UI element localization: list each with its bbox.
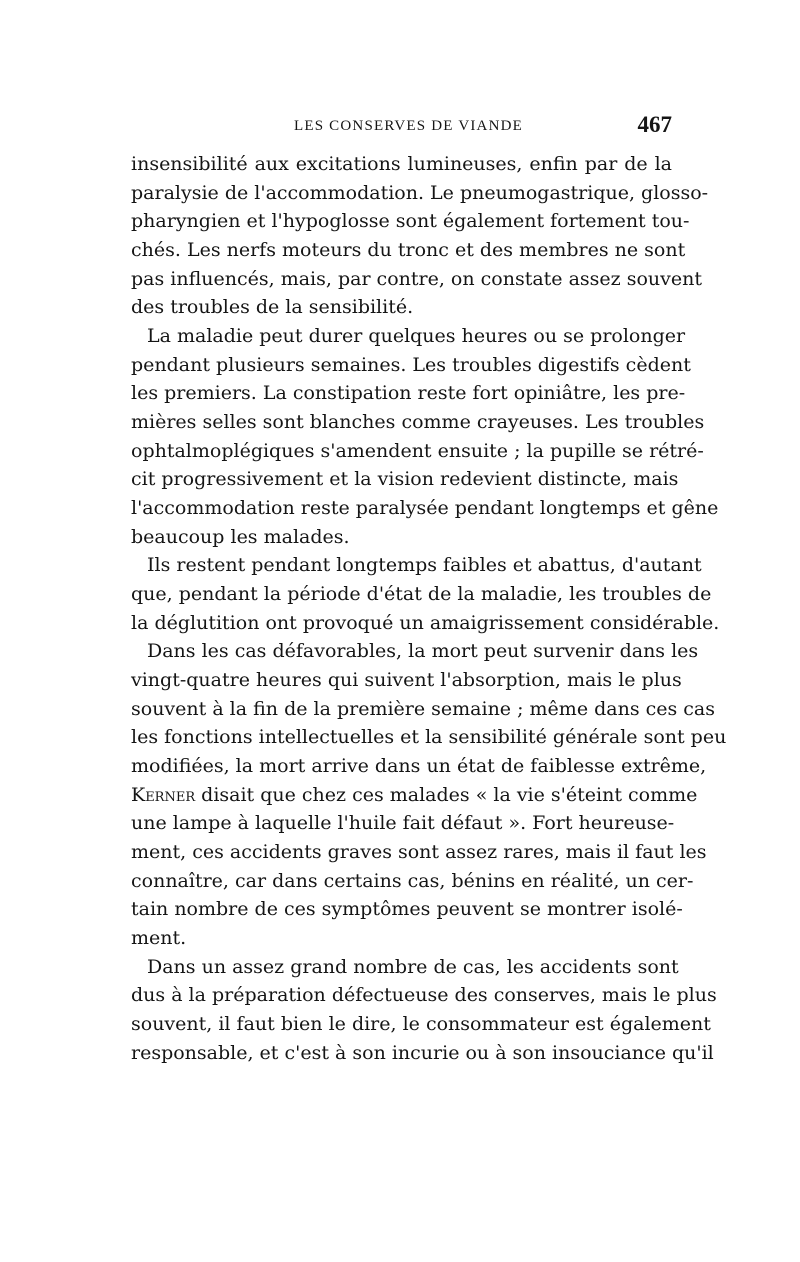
text-line: beaucoup les malades. xyxy=(131,525,350,548)
text-line: une lampe à laquelle l'huile fait défaut ». Fort heureuse- xyxy=(131,812,675,835)
text-line: souvent, il faut bien le dire, le consommateur est également xyxy=(131,1013,711,1036)
page-number: 467 xyxy=(637,112,672,137)
text-line: connaître, car dans certains cas, bénins en réalité, un cer- xyxy=(131,869,694,892)
text-line: tain nombre de ces symptômes peuvent se montrer isolé- xyxy=(131,898,683,921)
text-line: paralysie de l'accommodation. Le pneumogastrique, glosso- xyxy=(131,181,709,204)
text-line: vingt-quatre heures qui suivent l'absorption, mais le plus xyxy=(131,669,682,692)
text-line: Dans un assez grand nombre de cas, les accidents sont xyxy=(147,955,679,978)
body-text xyxy=(131,150,727,1068)
text-line: ment. xyxy=(131,927,187,950)
text-line: chés. Les nerfs moteurs du tronc et des membres ne sont xyxy=(131,239,686,262)
text-line: ment, ces accidents graves sont assez rares, mais il faut les xyxy=(131,841,707,864)
text-line: les premiers. La constipation reste fort opiniâtre, les pre- xyxy=(131,382,686,405)
text-line: responsable, et c'est à son incurie ou à son insouciance qu'il xyxy=(131,1041,714,1064)
text-line: l'accommodation reste paralysée pendant longtemps et gêne xyxy=(131,497,719,520)
text-line: pendant plusieurs semaines. Les troubles digestifs cèdent xyxy=(131,353,691,376)
text-line: dus à la préparation défectueuse des conserves, mais le plus xyxy=(131,984,717,1007)
text-line: souvent à la fin de la première semaine ; même dans ces cas xyxy=(131,697,716,720)
text-line: Ils restent pendant longtemps faibles et abattus, d'autant xyxy=(147,554,702,577)
text-line: pas influencés, mais, par contre, on constate assez souvent xyxy=(131,267,702,290)
author-name: Kerner xyxy=(131,783,196,806)
text-line: ophtalmoplégiques s'amendent ensuite ; la pupille se rétré- xyxy=(131,439,704,462)
text-line: La maladie peut durer quelques heures ou se prolonger xyxy=(147,325,686,348)
running-title: LES CONSERVES DE VIANDE xyxy=(293,118,524,134)
text-line: la déglutition ont provoqué un amaigrissement considérable. xyxy=(131,611,720,634)
text-line: que, pendant la période d'état de la maladie, les troubles de xyxy=(131,583,712,606)
text-line: mières selles sont blanches comme crayeuses. Les troubles xyxy=(131,411,705,434)
text-line: pharyngien et l'hypoglosse sont également fortement tou- xyxy=(131,210,690,233)
text-line: cit progressivement et la vision redevient distincte, mais xyxy=(131,468,679,491)
text-line-rest: disait que chez ces malades « la vie s'éteint comme xyxy=(195,783,698,806)
text-line: Dans les cas défavorables, la mort peut survenir dans les xyxy=(147,640,699,663)
text-line: modifiées, la mort arrive dans un état de faiblesse extrême, xyxy=(131,755,707,778)
text-line: les fonctions intellectuelles et la sensibilité générale sont peu xyxy=(131,726,727,749)
text-line xyxy=(131,781,698,810)
text-line: insensibilité aux excitations lumineuses, enfin par de la xyxy=(131,153,672,175)
running-head xyxy=(131,112,672,142)
text-line: des troubles de la sensibilité. xyxy=(131,296,414,319)
